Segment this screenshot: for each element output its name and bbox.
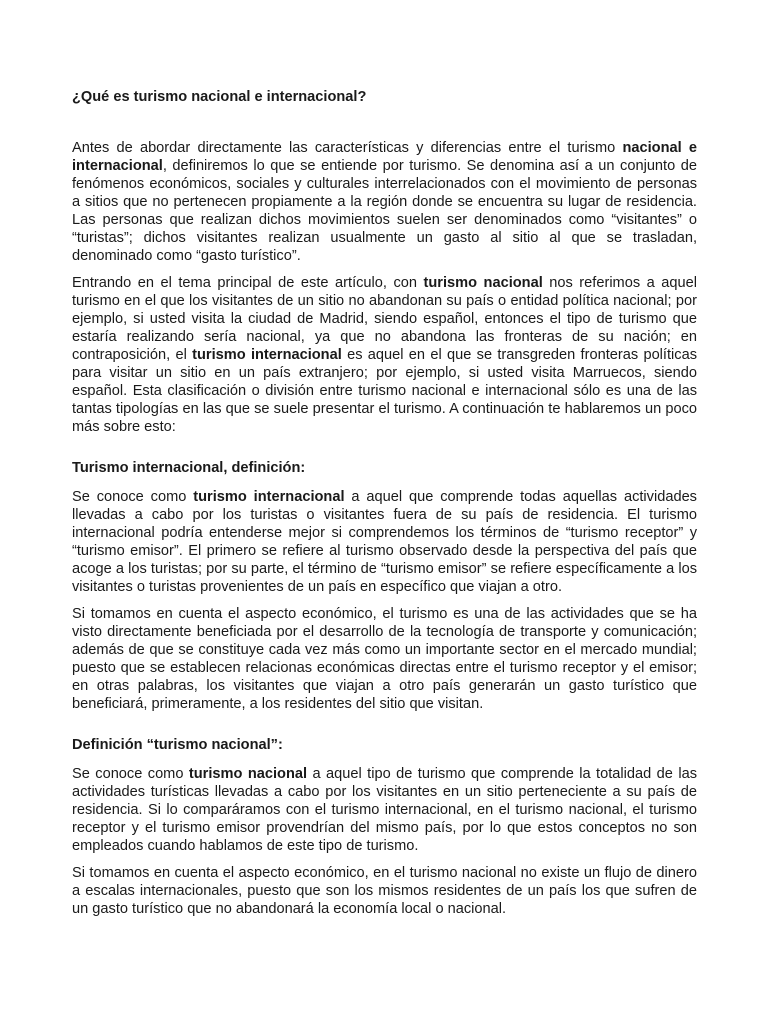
national-paragraph-1 [72,765,697,855]
intro-p1-text-a: Antes de abordar directamente las características y diferencias entre el turismo [72,140,623,156]
intro-paragraph-1 [72,139,697,265]
intl-p1-keyword: turismo internacional [193,489,345,505]
natl-p1-text-a: Se conoce como [72,766,189,782]
intro-p2-text-e: es aquel en el que se transgreden fronteras políticas para visitar un sitio en un país extranjero; por ejemplo, si usted visita Marruecos, siendo español. Esta clasificación o división entre turismo nacional e internacional sólo es una de las tantas tipologías en las que se suele presentar el turismo. A continuación te hablaremos un poco más sobre esto: [72,347,697,435]
intro-p1-keyword: nacional e internacional [72,140,698,174]
intl-p1-text-a: Se conoce como [72,489,194,505]
document-page [72,88,697,927]
national-heading: Definición “turismo nacional”: [72,737,283,753]
international-heading: Turismo internacional, definición: [72,460,306,476]
intro-p2-text-c: nos referimos a aquel turismo en el que los visitantes de un sitio no abandonan su país o entidad política nacional; por ejemplo, si usted visita la ciudad de Madrid, siendo español, entonces el tipo de turismo que estaría realizando sería nacional, ya que no abandona las fronteras de su nación; en contraposición, el [72,275,697,363]
natl-p1-keyword: turismo nacional [188,766,308,782]
international-paragraph-2: Si tomamos en cuenta el aspecto económico, el turismo es una de las actividades que se ha visto directamente beneficiada por el desarrollo de la tecnología de transporte y comunicación; además de que se constituye cada vez más como un importante sector en el mercado mundial; puesto que se establecen relacionas económicas directas entre el turismo receptor y el emisor; en otras palabras, los visitantes que viajan a otro país generarán un gasto turístico que beneficiará, primeramente, a los residentes del sitio que visitan. [72,606,697,712]
international-paragraph-1 [72,488,697,596]
national-paragraph-2: Si tomamos en cuenta el aspecto económico, en el turismo nacional no existe un flujo de dinero a escalas internacionales, puesto que son los mismos residentes de un país los que sufren de un gasto turístico que no abandonará la economía local o nacional. [72,865,697,917]
intl-p1-text-c: a aquel que comprende todas aquellas actividades llevadas a cabo por los turistas o visitantes fuera de su país de residencia. El turismo internacional podría entenderse mejor si comprendemos los términos de “turismo receptor” y “turismo emisor”. El primero se refiere al turismo observado desde la perspectiva del país que acoge a los turistas; por su parte, el término de “turismo emisor” se refiere específicamente a los visitantes o turistas provenientes de un país en específico que viajan a otro. [72,489,697,595]
natl-p1-text-c: a aquel tipo de turismo que comprende la totalidad de las actividades turísticas llevadas a cabo por los visitantes en un sitio perteneciente a su país de residencia. Si lo comparáramos con el turismo internacional, en el turismo nacional, el turismo receptor y el turismo emisor provendrían del mismo país, por lo que estos conceptos no son empleados cuando hablamos de este tipo de turismo. [72,766,697,854]
intro-p2-keyword-national: turismo nacional [423,275,543,291]
intro-p1-text-c: , definiremos lo que se entiende por turismo. Se denomina así a un conjunto de fenómenos económicos, sociales y culturales interrelacionados con el movimiento de personas a sitios que no pertenecen propiamente a la región donde se encuentra su lugar de residencia. Las personas que realizan dichos movimientos suelen ser denominados como “visitantes” o “turistas”; dichos visitantes realizan usualmente un gasto al sitio al que se trasladan, denominado como “gasto turístico”. [72,158,697,264]
intro-p2-text-a: Entrando en el tema principal de este artículo, con [72,275,424,291]
intro-paragraph-2 [72,274,697,436]
page-title: ¿Qué es turismo nacional e internacional? [72,89,367,105]
intro-p2-keyword-international: turismo internacional [192,347,342,363]
